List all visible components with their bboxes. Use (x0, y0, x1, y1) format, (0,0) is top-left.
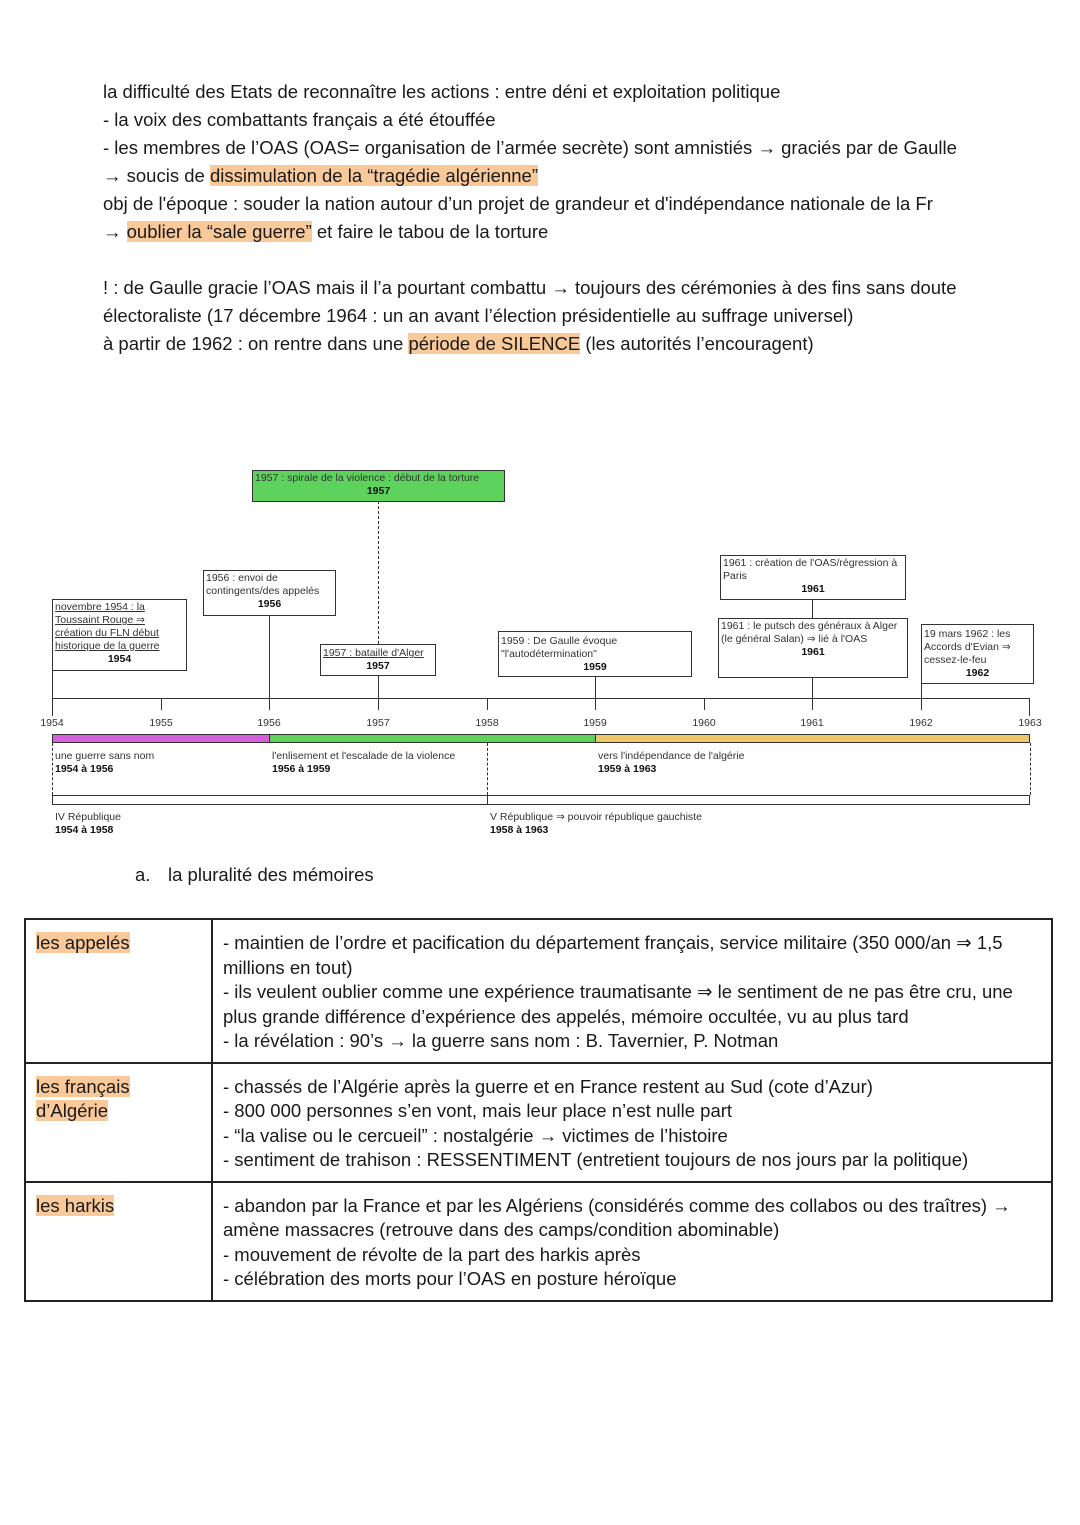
section-heading (135, 862, 374, 888)
era-name: V République ⇒ pouvoir république gauchiste (490, 811, 702, 823)
event-text: 1961 : création de l'OAS/régression à Paris (723, 557, 898, 582)
period-label (55, 750, 154, 776)
divider-dashed (487, 743, 488, 795)
intro-line: la difficulté des Etats de reconnaître les actions : entre déni et exploitation politique (103, 81, 781, 102)
event-box (52, 599, 187, 671)
event-year: 1954 (107, 653, 132, 665)
highlight: dissimulation de la “tragédie algérienne” (209, 165, 538, 186)
event-text: 1957 : bataille d'Alger (323, 647, 424, 659)
divider-dashed (1030, 743, 1031, 795)
section-title: la pluralité des mémoires (168, 864, 374, 885)
intro-line (103, 218, 1003, 246)
tick-label: 1958 (475, 717, 499, 729)
tick-label: 1956 (257, 717, 281, 729)
table-row (25, 1063, 1052, 1182)
connector (378, 676, 379, 698)
content-line: - 800 000 personnes s’en vont, mais leur place n’est nulle part (223, 1100, 733, 1121)
tick (921, 698, 922, 710)
text: et faire le tabou de la torture (311, 221, 549, 242)
connector (269, 616, 270, 698)
category-cell (25, 919, 212, 1063)
tick (378, 698, 379, 710)
era-range: 1954 à 1958 (55, 824, 114, 836)
tick-label: 1962 (909, 717, 933, 729)
period-name: vers l'indépendance de l'algérie (598, 750, 745, 762)
era-label (490, 811, 702, 837)
intro-line: - la voix des combattants français a été étouffée (103, 109, 496, 130)
text: → soucis de (103, 165, 210, 186)
period-label (272, 750, 455, 776)
category-label: les harkis (36, 1194, 115, 1216)
text: → (103, 221, 127, 242)
table-row (25, 1182, 1052, 1301)
intro-line: - les membres de l’OAS (OAS= organisation de l’armée secrète) sont amnistiés → graciés par de Gaulle (103, 137, 957, 158)
table-row (25, 919, 1052, 1063)
content-line: - ils veulent oublier comme une expérience traumatisante ⇒ le sentiment de ne pas être cru, une plus grande différence d’expérience des appelés, mémoire occultée, vu au plus tard (223, 981, 1013, 1027)
event-year: 1959 (583, 661, 607, 673)
event-year: 1962 (965, 667, 990, 679)
event-box (498, 631, 692, 677)
era-bar (52, 795, 488, 805)
content-line: - abandon par la France et par les Algériens (considérés comme des collabos ou des traîtres) → amène massacres (retrouve dans des camps/condition abominable) (223, 1194, 1011, 1240)
intro-line: électoraliste (17 décembre 1964 : un an avant l’élection présidentielle au suffrage universel) (103, 305, 854, 326)
event-year: 1961 (801, 646, 825, 658)
era-bar (487, 795, 1030, 805)
tick-label: 1961 (800, 717, 824, 729)
tick (704, 698, 705, 710)
intro-text (103, 78, 1003, 358)
period-range: 1959 à 1963 (598, 763, 657, 775)
tick (161, 698, 162, 710)
event-text: novembre 1954 : la Toussaint Rouge ⇒ création du FLN début historique de la guerre (55, 601, 160, 652)
event-text: 1961 : le putsch des généraux à Alger (le général Salan) ⇒ lié à l'OAS (721, 620, 898, 645)
tick (269, 698, 270, 710)
content-line: - mouvement de révolte de la part des harkis après (223, 1243, 641, 1265)
event-text: 19 mars 1962 : les Accords d'Evian ⇒ cessez-le-feu (924, 628, 1011, 666)
connector (921, 684, 922, 698)
connector (52, 671, 53, 698)
tick-label: 1960 (692, 717, 716, 729)
period-bar (52, 734, 270, 743)
tick-label: 1963 (1018, 717, 1042, 729)
content-cell (212, 919, 1052, 1063)
event-year: 1956 (257, 598, 282, 610)
content-line: - sentiment de trahison : RESSENTIMENT (entretient toujours de nos jours par la politique) (223, 1149, 969, 1170)
timeline-axis (52, 698, 1030, 716)
period-name: une guerre sans nom (55, 750, 155, 762)
highlight: période de SILENCE (408, 333, 581, 354)
intro-line: obj de l'époque : souder la nation autour d’un projet de grandeur et d'indépendance nationale de la Fr (103, 193, 933, 214)
intro-line: ! : de Gaulle gracie l’OAS mais il l’a pourtant combattu → toujours des cérémonies à des fins sans doute (103, 277, 957, 298)
content-line: - chassés de l’Algérie après la guerre et en France restent au Sud (cote d’Azur) (223, 1075, 873, 1097)
era-label (55, 811, 121, 837)
event-box (203, 570, 336, 616)
intro-line (103, 162, 1003, 190)
event-text: 1956 : envoi de contingents/des appelés (206, 572, 320, 597)
event-box (718, 618, 908, 678)
period-range: 1954 à 1956 (55, 763, 114, 775)
content-line: - célébration des morts pour l’OAS en posture héroïque (223, 1268, 677, 1289)
event-box (921, 624, 1034, 684)
divider-dashed (52, 743, 53, 795)
tick-label: 1957 (366, 717, 390, 729)
category-cell (25, 1182, 212, 1301)
period-bar (269, 734, 596, 743)
tick (595, 698, 596, 710)
connector (812, 678, 813, 698)
period-bar (595, 734, 1030, 743)
connector (595, 677, 596, 698)
event-year: 1957 (366, 485, 391, 497)
content-line: - la révélation : 90’s → la guerre sans nom : B. Tavernier, P. Notman (223, 1030, 779, 1051)
category-label: les français d’Algérie (36, 1075, 130, 1121)
period-range: 1956 à 1959 (272, 763, 331, 775)
era-name: IV République (55, 811, 121, 823)
content-line: - maintien de l’ordre et pacification du département français, service militaire (350 000/an ⇒ 1,5 millions en tout) (223, 932, 1003, 978)
event-text: 1959 : De Gaulle évoque "l'autodétermination" (501, 635, 618, 660)
content-line: - “la valise ou le cercueil” : nostalgérie → victimes de l’histoire (223, 1124, 728, 1146)
text: à partir de 1962 : on rentre dans une (103, 333, 409, 354)
period-name: l'enlisement et l'escalade de la violence (272, 750, 456, 762)
connector (812, 600, 813, 618)
event-box (252, 470, 505, 502)
tick-label: 1955 (149, 717, 173, 729)
content-cell (212, 1182, 1052, 1301)
era-range: 1958 à 1963 (490, 824, 549, 836)
tick (812, 698, 813, 710)
period-label (598, 750, 744, 776)
event-box (720, 555, 906, 600)
tick (487, 698, 488, 710)
text: (les autorités l’encouragent) (580, 333, 814, 354)
event-text: 1957 : spirale de la violence : début de la torture (255, 472, 480, 484)
intro-line (103, 330, 1003, 358)
connector-dashed (378, 501, 379, 644)
category-label: les appelés (36, 932, 130, 953)
tick-label: 1954 (40, 717, 64, 729)
event-year: 1961 (801, 583, 825, 595)
category-cell (25, 1063, 212, 1182)
memories-table (24, 918, 1053, 1302)
event-box (320, 644, 436, 676)
tick-label: 1959 (583, 717, 607, 729)
event-year: 1957 (366, 660, 390, 672)
section-number: a. (135, 864, 151, 885)
highlight: oublier la “sale guerre” (126, 221, 312, 242)
content-cell (212, 1063, 1052, 1182)
